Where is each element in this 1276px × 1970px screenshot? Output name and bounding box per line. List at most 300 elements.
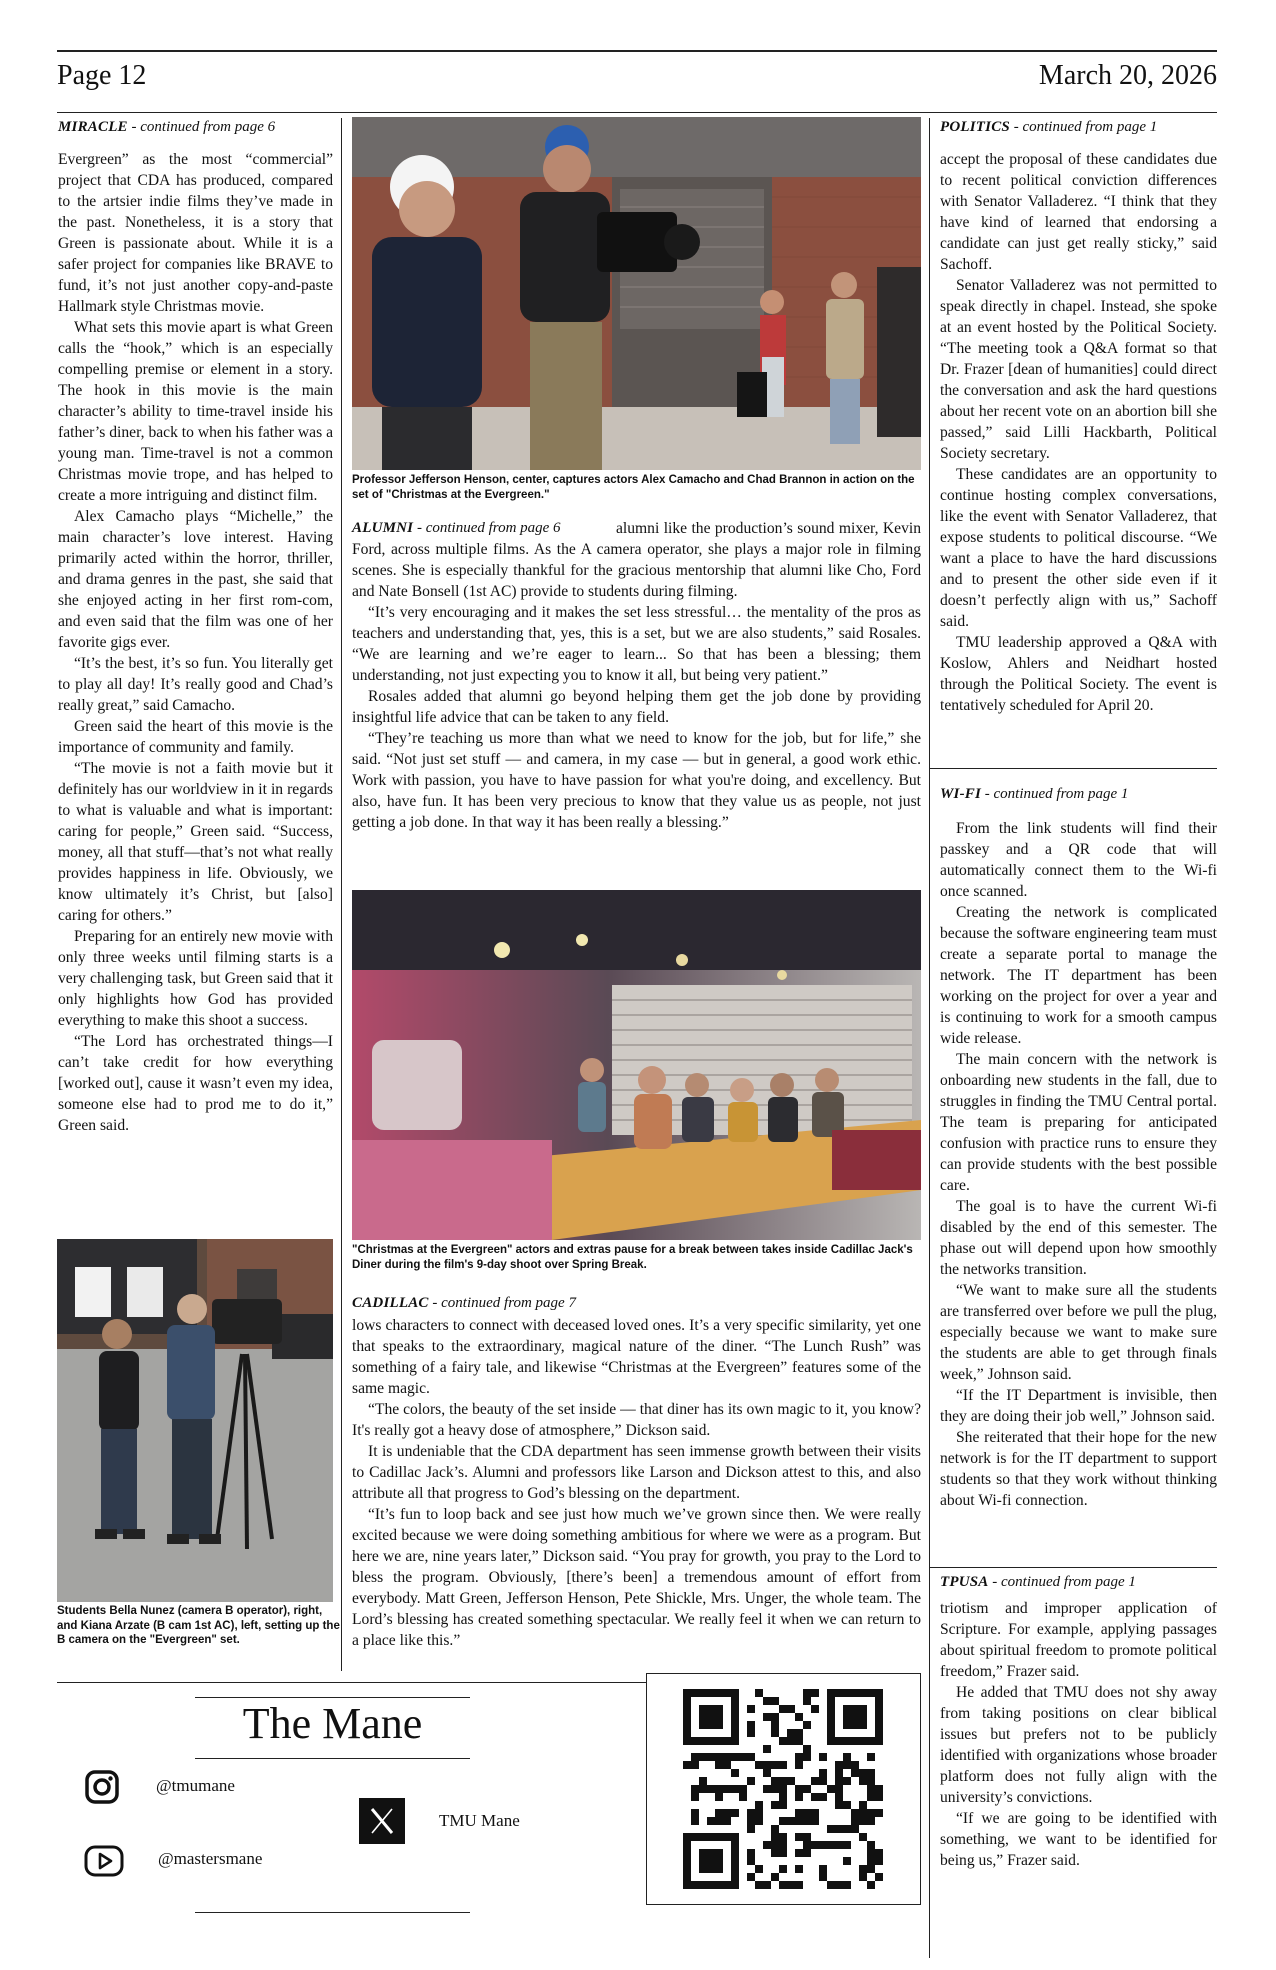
qr-module — [683, 1761, 691, 1769]
qr-module — [787, 1881, 795, 1889]
qr-module — [875, 1713, 883, 1721]
wifi-paragraph: Creating the network is complicated because the software engineering team must create a separate portal to manage the network. The IT department has been working on the project for over a year and is continuing to work for a smooth campus wide release. — [940, 904, 1217, 1047]
qr-module — [747, 1777, 755, 1785]
qr-module — [867, 1793, 875, 1801]
qr-module — [707, 1713, 715, 1721]
qr-module — [859, 1873, 867, 1881]
qr-module — [731, 1721, 739, 1729]
politics-paragraph: accept the proposal of these candidates due to recent political conviction differences with Senator Valladerez. “I think that they have kind of learned that endorsing a candidate can just get really sticky,” said Sachoff. — [940, 151, 1217, 273]
qr-module — [691, 1817, 699, 1825]
qr-module — [787, 1737, 795, 1745]
qr-module — [755, 1865, 763, 1873]
qr-module — [763, 1881, 771, 1889]
qr-module — [859, 1833, 867, 1841]
qr-module — [851, 1825, 859, 1833]
qr-module — [723, 1761, 731, 1769]
qr-module — [795, 1729, 803, 1737]
qr-module — [843, 1881, 851, 1889]
qr-module — [691, 1793, 699, 1801]
qr-code[interactable] — [646, 1673, 921, 1905]
qr-module — [779, 1841, 787, 1849]
qr-module — [843, 1705, 851, 1713]
wifi-continued: WI-FI - continued from page 1 — [940, 786, 1129, 802]
qr-module — [691, 1809, 699, 1817]
qr-module — [875, 1689, 883, 1697]
alumni-continued: ALUMNI - continued from page 6 — [352, 520, 561, 536]
qr-module — [731, 1689, 739, 1697]
qr-module — [795, 1833, 803, 1841]
qr-module — [867, 1857, 875, 1865]
photo-film-set-caption: Professor Jefferson Henson, center, captures actors Alex Camacho and Chad Brannon in action on the set of "Christmas at the Evergreen." — [352, 474, 915, 501]
qr-module — [715, 1721, 723, 1729]
qr-module — [779, 1793, 787, 1801]
photo-camera-students — [57, 1239, 333, 1602]
qr-module — [779, 1801, 787, 1809]
politics-paragraph: TMU leadership approved a Q&A with Koslow, Ahlers and Neidhart hosted through the Political Society. The event is tentatively scheduled for April 20. — [940, 634, 1217, 714]
qr-module — [851, 1761, 859, 1769]
qr-module — [787, 1777, 795, 1785]
qr-module — [699, 1713, 707, 1721]
qr-module — [723, 1689, 731, 1697]
qr-module — [723, 1833, 731, 1841]
qr-module — [795, 1793, 803, 1801]
qr-module — [771, 1697, 779, 1705]
instagram-handle[interactable]: @tmumane — [156, 1776, 235, 1795]
qr-module — [779, 1817, 787, 1825]
qr-module — [699, 1849, 707, 1857]
qr-module — [827, 1825, 835, 1833]
qr-module — [691, 1761, 699, 1769]
page-number: Page 12 — [57, 60, 147, 91]
qr-module — [747, 1705, 755, 1713]
qr-module — [715, 1881, 723, 1889]
qr-module — [691, 1833, 699, 1841]
photo-diner — [352, 890, 921, 1240]
qr-module — [755, 1817, 763, 1825]
qr-module — [747, 1857, 755, 1865]
qr-module — [715, 1761, 723, 1769]
qr-module — [707, 1857, 715, 1865]
qr-module — [843, 1857, 851, 1865]
qr-module — [771, 1721, 779, 1729]
cadillac-paragraph: It is undeniable that the CDA department has seen immense growth between their visits to Cadillac Jack’s. Alumni and professors like Larson and Dickson attest to this, and also attribute all that progress to God’s blessing on the department. — [352, 1443, 921, 1502]
qr-module — [835, 1737, 843, 1745]
qr-module — [747, 1825, 755, 1833]
qr-module — [811, 1793, 819, 1801]
qr-module — [683, 1833, 691, 1841]
qr-module — [875, 1737, 883, 1745]
qr-module — [731, 1833, 739, 1841]
qr-module — [851, 1713, 859, 1721]
qr-module — [771, 1785, 779, 1793]
qr-module — [723, 1753, 731, 1761]
qr-module — [707, 1817, 715, 1825]
qr-module — [827, 1785, 835, 1793]
miracle-paragraph: Preparing for an entirely new movie with only three weeks until filming starts is a very challenging task, but Green said that it only highlights how God has provided everything to make this shoot a success. — [58, 928, 333, 1029]
qr-module — [763, 1761, 771, 1769]
qr-module — [843, 1841, 851, 1849]
qr-module — [723, 1809, 731, 1817]
miracle-paragraph: “The movie is not a faith movie but it definitely has our worldview in it in regards to what is valuable and what is important: caring for people,” Green said. “Success, money, all that stuff—that’s not what really provides happiness in life. Obviously, we know ultimately it’s Christ, but [also] caring for others.” — [58, 760, 333, 924]
qr-module — [699, 1721, 707, 1729]
qr-module — [683, 1705, 691, 1713]
qr-module — [875, 1809, 883, 1817]
qr-module — [683, 1713, 691, 1721]
wifi-paragraph: The main concern with the network is onboarding new students in the fall, due to struggles in finding the TMU Central portal. The team is preparing for anticipated confusion with practice runs to ensure they can provide students with the best possible care. — [940, 1051, 1217, 1194]
qr-module — [867, 1809, 875, 1817]
wifi-paragraph: “We want to make sure all the students are transferred over before we pull the plug, especially because we want to make sure the students are able to get through finals week,” Johnson said. — [940, 1282, 1217, 1383]
qr-module — [731, 1729, 739, 1737]
qr-module — [819, 1873, 827, 1881]
qr-module — [819, 1841, 827, 1849]
miracle-article — [58, 117, 333, 1136]
youtube-handle[interactable]: @mastersmane — [158, 1849, 263, 1868]
qr-module — [811, 1689, 819, 1697]
qr-module — [707, 1737, 715, 1745]
qr-module — [795, 1881, 803, 1889]
alumni-text — [352, 518, 921, 833]
qr-module — [859, 1705, 867, 1713]
qr-module — [747, 1729, 755, 1737]
qr-module — [691, 1689, 699, 1697]
qr-module — [803, 1841, 811, 1849]
qr-module — [803, 1697, 811, 1705]
qr-module — [699, 1857, 707, 1865]
qr-module — [739, 1753, 747, 1761]
qr-module — [707, 1753, 715, 1761]
qr-module — [867, 1881, 875, 1889]
tpusa-continued: TPUSA - continued from page 1 — [940, 1574, 1136, 1590]
miracle-paragraph: Alex Camacho plays “Michelle,” the main character’s love interest. Having primarily acted within the horror, thriller, and drama genres in the past, she said that she enjoyed acting in her first rom-com, and even said that the film was one of her favorite gigs ever. — [58, 508, 333, 651]
qr-module — [867, 1841, 875, 1849]
qr-module — [707, 1721, 715, 1729]
qr-module — [795, 1753, 803, 1761]
qr-module — [835, 1761, 843, 1769]
qr-module — [715, 1705, 723, 1713]
qr-module — [827, 1721, 835, 1729]
qr-module — [683, 1689, 691, 1697]
qr-module — [779, 1833, 787, 1841]
qr-module — [819, 1769, 827, 1777]
qr-module — [779, 1849, 787, 1857]
qr-module — [707, 1881, 715, 1889]
qr-module — [843, 1713, 851, 1721]
qr-module — [859, 1713, 867, 1721]
politics-continued: POLITICS - continued from page 1 — [940, 119, 1158, 135]
qr-module — [803, 1785, 811, 1793]
qr-module — [795, 1761, 803, 1769]
qr-module — [795, 1809, 803, 1817]
tpusa-article — [940, 1572, 1217, 1871]
qr-module — [731, 1873, 739, 1881]
x-icon[interactable] — [359, 1798, 405, 1844]
wifi-article — [940, 784, 1217, 1511]
qr-module — [859, 1721, 867, 1729]
qr-module — [795, 1849, 803, 1857]
qr-module — [707, 1833, 715, 1841]
qr-module — [715, 1689, 723, 1697]
qr-module — [859, 1737, 867, 1745]
qr-module — [811, 1705, 819, 1713]
cadillac-continued: CADILLAC - continued from page 7 — [352, 1295, 576, 1311]
qr-module — [835, 1825, 843, 1833]
qr-module — [875, 1697, 883, 1705]
qr-module — [707, 1785, 715, 1793]
qr-module — [875, 1785, 883, 1793]
issue-date: March 20, 2026 — [1038, 60, 1217, 91]
qr-module — [803, 1833, 811, 1841]
qr-module — [795, 1785, 803, 1793]
qr-module — [835, 1841, 843, 1849]
wifi-paragraph: From the link students will find their passkey and a QR code that will automatically connect them to the Wi-fi once scanned. — [940, 820, 1217, 900]
qr-module — [691, 1753, 699, 1761]
qr-module — [851, 1817, 859, 1825]
qr-module — [683, 1881, 691, 1889]
wifi-paragraph: She reiterated that their hope for the new network is for the IT department to support students so that they work without thinking about Wi-fi connection. — [940, 1429, 1217, 1509]
qr-module — [715, 1753, 723, 1761]
x-handle[interactable]: TMU Mane — [439, 1811, 520, 1830]
qr-module — [803, 1721, 811, 1729]
qr-module — [731, 1841, 739, 1849]
qr-module — [811, 1841, 819, 1849]
qr-module — [715, 1865, 723, 1873]
qr-module — [827, 1881, 835, 1889]
qr-module — [771, 1825, 779, 1833]
qr-module — [683, 1873, 691, 1881]
qr-module — [795, 1737, 803, 1745]
qr-module — [827, 1841, 835, 1849]
qr-module — [683, 1857, 691, 1865]
qr-module — [771, 1777, 779, 1785]
qr-module — [731, 1857, 739, 1865]
alumni-paragraph: “They’re teaching us more than what we need to know for the job, but for life,” she said. “Not just set stuff — and camera, in my case — but in general, a good work ethic. Work with passion, you have to have passion for what you're doing, and excellency. But also, have fun. It has been very precious to know that they value us as people, not just getting a job done. In that way it has been really a blessing.” — [352, 730, 921, 831]
qr-module — [707, 1705, 715, 1713]
qr-module — [859, 1865, 867, 1873]
qr-module — [779, 1761, 787, 1769]
qr-module — [835, 1689, 843, 1697]
qr-module — [683, 1721, 691, 1729]
qr-module — [835, 1881, 843, 1889]
qr-module — [827, 1705, 835, 1713]
qr-module — [707, 1689, 715, 1697]
qr-module — [683, 1849, 691, 1857]
qr-module — [715, 1785, 723, 1793]
qr-module — [787, 1817, 795, 1825]
cadillac-paragraph: “The colors, the beauty of the set inside — that diner has its own magic to it, you know? It's really got a heavy dose of atmosphere,” Dickson said. — [352, 1401, 921, 1439]
qr-module — [851, 1737, 859, 1745]
qr-module — [771, 1833, 779, 1841]
wifi-paragraph: The goal is to have the current Wi-fi disabled by the end of this semester. The phase out will depend upon how smoothly the networks transition. — [940, 1198, 1217, 1278]
qr-module — [843, 1801, 851, 1809]
qr-module — [683, 1841, 691, 1849]
qr-module — [779, 1865, 787, 1873]
qr-module — [755, 1761, 763, 1769]
section-divider — [930, 1567, 1217, 1568]
tpusa-paragraph: triotism and improper application of Scripture. For example, applying passages about spiritual freedom to promote political freedom,” Frazer said. — [940, 1600, 1217, 1680]
qr-module — [795, 1817, 803, 1825]
qr-module — [691, 1881, 699, 1889]
qr-module — [867, 1865, 875, 1873]
qr-module — [827, 1697, 835, 1705]
qr-module — [755, 1809, 763, 1817]
qr-module — [811, 1777, 819, 1785]
qr-module — [875, 1793, 883, 1801]
youtube-icon[interactable] — [84, 1844, 124, 1878]
qr-module — [795, 1865, 803, 1873]
politics-article — [940, 117, 1217, 716]
qr-module — [779, 1777, 787, 1785]
qr-module — [715, 1809, 723, 1817]
qr-module — [715, 1713, 723, 1721]
qr-module — [835, 1777, 843, 1785]
qr-module — [715, 1833, 723, 1841]
qr-module — [723, 1737, 731, 1745]
qr-module — [875, 1705, 883, 1713]
qr-module — [875, 1857, 883, 1865]
miracle-paragraph: Green said the heart of this movie is the importance of community and family. — [58, 718, 333, 756]
qr-module — [803, 1689, 811, 1697]
qr-module — [843, 1753, 851, 1761]
qr-module — [859, 1689, 867, 1697]
qr-module — [803, 1817, 811, 1825]
miracle-paragraph: “The Lord has orchestrated things—I can’t take credit for how everything [worked out], cause it wasn’t even my idea, someone else had to prod me to do it,” Green said. — [58, 1033, 333, 1134]
qr-module — [715, 1737, 723, 1745]
qr-module — [755, 1689, 763, 1697]
qr-module — [771, 1761, 779, 1769]
qr-module — [819, 1753, 827, 1761]
qr-module — [763, 1745, 771, 1753]
qr-module — [875, 1849, 883, 1857]
qr-module — [779, 1881, 787, 1889]
qr-module — [771, 1841, 779, 1849]
qr-module — [843, 1777, 851, 1785]
qr-module — [731, 1713, 739, 1721]
qr-module — [875, 1873, 883, 1881]
photo-diner-caption: "Christmas at the Evergreen" actors and extras pause for a break between takes inside Cadillac Jack's Diner during the film's 9-day shoot over Spring Break. — [352, 1244, 913, 1271]
qr-code-image — [683, 1689, 883, 1889]
photo-film-set — [352, 117, 921, 470]
instagram-icon[interactable] — [84, 1769, 120, 1805]
qr-module — [739, 1793, 747, 1801]
qr-module — [771, 1873, 779, 1881]
qr-module — [715, 1793, 723, 1801]
qr-module — [859, 1777, 867, 1785]
qr-module — [843, 1689, 851, 1697]
photo-camera-students-caption: Students Bella Nunez (camera B operator), right, and Kiana Arzate (B cam 1st AC), left, setting up the B camera on the "Evergreen" set. — [57, 1605, 340, 1646]
qr-module — [691, 1737, 699, 1745]
qr-module — [867, 1689, 875, 1697]
qr-module — [731, 1865, 739, 1873]
masthead-title: The Mane — [242, 1699, 423, 1748]
qr-module — [715, 1857, 723, 1865]
tpusa-paragraph: He added that TMU does not shy away from taking positions on clear biblical issues but prefers not to be publicly identified with organizations whose broader platform does not fully align with the university’s convictions. — [940, 1684, 1217, 1806]
qr-module — [763, 1769, 771, 1777]
qr-module — [867, 1769, 875, 1777]
qr-module — [795, 1713, 803, 1721]
qr-module — [707, 1849, 715, 1857]
qr-module — [859, 1769, 867, 1777]
qr-module — [699, 1705, 707, 1713]
qr-module — [851, 1705, 859, 1713]
qr-module — [723, 1785, 731, 1793]
miracle-paragraph: What sets this movie apart is what Green calls the “hook,” which is an especially compelling premise or element in a story. The hook in this movie is the main character’s ability to time-travel inside his father’s diner, back to when his father was a young man. Time-travel is not a common Christmas movie trope, and has helped to create a more intriguing and distinct film. — [58, 319, 333, 504]
qr-module — [747, 1721, 755, 1729]
qr-module — [827, 1737, 835, 1745]
qr-module — [683, 1729, 691, 1737]
tpusa-paragraph: “If we are going to be identified with something, we want to be identified for being us,” Frazer said. — [940, 1810, 1217, 1869]
qr-module — [803, 1753, 811, 1761]
qr-module — [699, 1865, 707, 1873]
qr-module — [843, 1737, 851, 1745]
miracle-paragraph: Evergreen” as the most “commercial” project that CDA has produced, compared to the artsier indie films they’ve made in the past. Nonetheless, it is a story that Green is passionate about. While it is a safer project for companies like BRAVE to fund, it’s not just another copy-and-paste Hallmark style Christmas movie. — [58, 151, 333, 315]
qr-module — [763, 1697, 771, 1705]
qr-module — [747, 1809, 755, 1817]
qr-module — [779, 1737, 787, 1745]
qr-module — [843, 1721, 851, 1729]
qr-module — [699, 1785, 707, 1793]
miracle-continued: MIRACLE - continued from page 6 — [58, 119, 276, 135]
qr-module — [763, 1713, 771, 1721]
qr-module — [803, 1745, 811, 1753]
qr-module — [731, 1705, 739, 1713]
qr-module — [803, 1809, 811, 1817]
qr-module — [731, 1753, 739, 1761]
cadillac-paragraph: “It’s fun to loop back and see just how much we’ve grown since then. We were really excited because we were doing something ambitious for where we were as a program. But here we are, nine years later,” Dickson said. “You pray for growth, you pray to the Lord to bless the program. Obviously, [there’s been] a tremendous amount of effort from everybody. Matt Green, Jefferson Henson, Pete Shickle, Mrs. Unger, the whole team. The Lord’s blessing has created something spectacular. We really feel it when we can return to a place like this.” — [352, 1506, 921, 1649]
politics-paragraph: Senator Valladerez was not permitted to speak directly in chapel. Instead, she spoke at an event hosted by the Political Society. “The meeting took a Q&A format so that Dr. Frazer [dean of humanities] could direct the conversation and ask the hard questions about her recent vote on an abortion bill she passed,” said Lilli Hackbarth, Political Society secretary. — [940, 277, 1217, 462]
qr-module — [683, 1697, 691, 1705]
qr-module — [875, 1721, 883, 1729]
qr-module — [787, 1729, 795, 1737]
qr-module — [731, 1785, 739, 1793]
qr-module — [723, 1817, 731, 1825]
qr-module — [867, 1849, 875, 1857]
qr-module — [867, 1777, 875, 1785]
qr-module — [699, 1753, 707, 1761]
qr-module — [867, 1753, 875, 1761]
qr-module — [739, 1785, 747, 1793]
alumni-paragraph: alumni like the production’s sound mixer, Kevin Ford, across multiple films. As the A camera operator, she plays a major role in filming scenes. She is especially thankful for the gracious mentorship that alumni like Cho, Ford and Nate Bonsell (1st AC) provide to students during filming. — [352, 520, 921, 600]
qr-module — [747, 1753, 755, 1761]
qr-module — [747, 1873, 755, 1881]
qr-module — [851, 1689, 859, 1697]
qr-module — [779, 1785, 787, 1793]
qr-module — [819, 1777, 827, 1785]
qr-module — [747, 1849, 755, 1857]
alumni-paragraph: “It’s very encouraging and it makes the set less stressful… the mentality of the pros as teachers and understanding that, yes, this is a set, but we are also students,” said Rosales. “We are learning and we’re eager to learn... So that has been a blessing; them understanding, not just expecting you to know it all, but being very patient.” — [352, 604, 921, 684]
qr-module — [851, 1769, 859, 1777]
qr-module — [859, 1809, 867, 1817]
alumni-paragraph: Rosales added that alumni go beyond helping them get the job done by providing insightful life advice that can be taken to any field. — [352, 688, 921, 726]
qr-module — [827, 1689, 835, 1697]
cadillac-paragraph: lows characters to connect with deceased loved ones. It’s a very specific similarity, yet one that speaks to the extraordinary, magical nature of the diner. “The Lunch Rush” was something of a fairy tale, and likewise “Christmas at the Evergreen” features some of the same magic. — [352, 1317, 921, 1397]
qr-module — [851, 1721, 859, 1729]
qr-module — [859, 1801, 867, 1809]
qr-module — [875, 1729, 883, 1737]
qr-module — [859, 1817, 867, 1825]
qr-module — [699, 1833, 707, 1841]
qr-module — [747, 1817, 755, 1825]
qr-module — [827, 1713, 835, 1721]
qr-module — [771, 1849, 779, 1857]
qr-module — [731, 1849, 739, 1857]
qr-module — [811, 1809, 819, 1817]
qr-module — [771, 1801, 779, 1809]
qr-module — [707, 1865, 715, 1873]
qr-module — [835, 1769, 843, 1777]
qr-module — [699, 1737, 707, 1745]
qr-module — [787, 1705, 795, 1713]
qr-module — [819, 1865, 827, 1873]
